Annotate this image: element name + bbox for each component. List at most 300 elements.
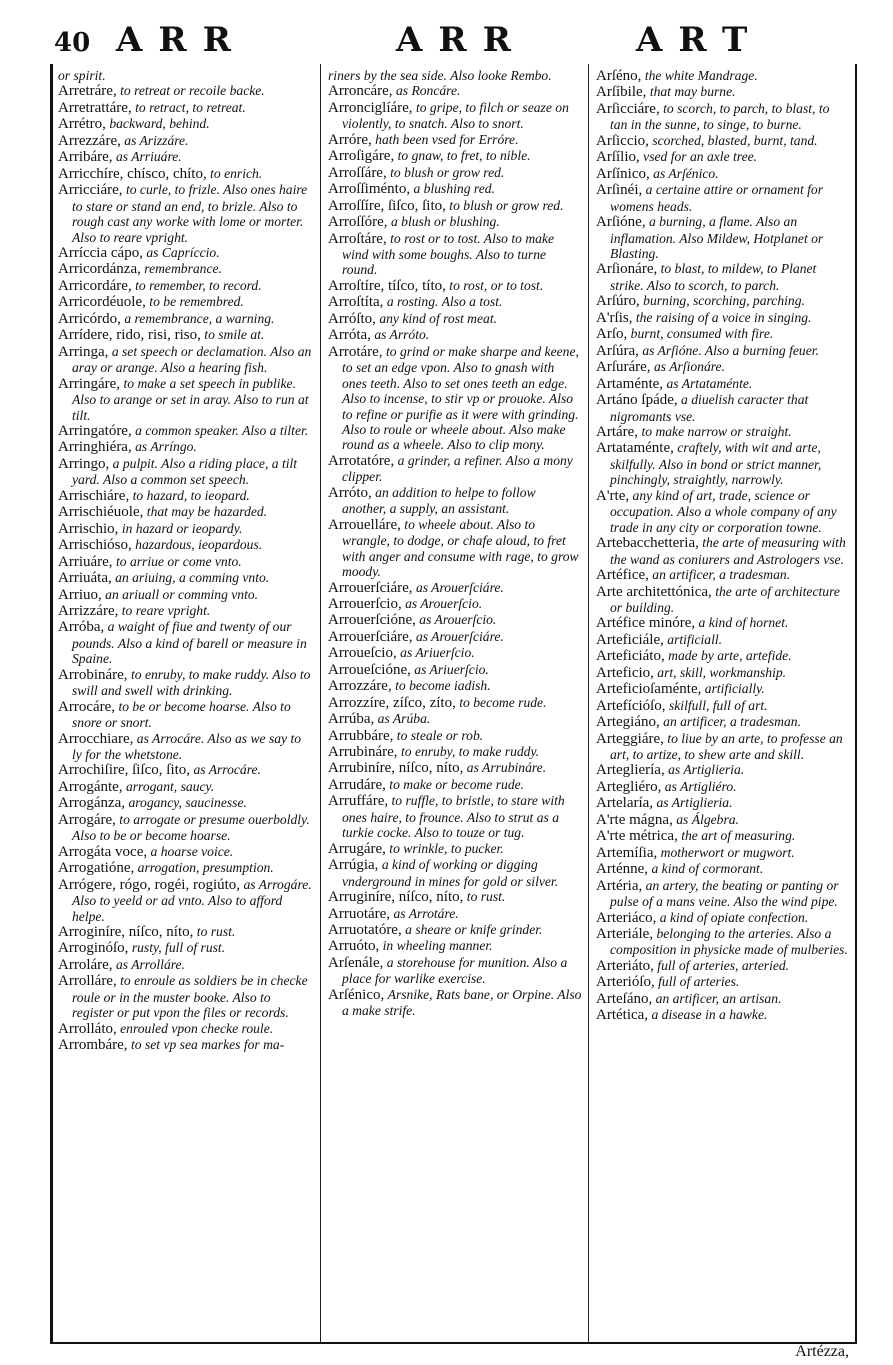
entry-headword: Artética, (596, 1007, 649, 1024)
entry-definition: the arte of measuring with the wand as coniurers and Astrologers vse. (610, 535, 846, 567)
dictionary-entry (58, 537, 314, 553)
entry-headword: Arrouerſciáre, (328, 579, 413, 596)
entry-definition: or spirit. (58, 68, 106, 83)
entry-headword: Arroſſiménto, (328, 181, 411, 198)
entry-headword: Arroncáre, (328, 83, 393, 100)
entry-headword: Arrogánte, (58, 778, 123, 795)
entry-definition: burnt, consumed with fire. (630, 326, 774, 342)
entry-definition: any kind of art, trade, science or occupation. Also a whole company of any trade in any city or corporation towne. (610, 487, 837, 535)
entry-headword: Arteſáno, (596, 990, 653, 1007)
entry-definition: an addition to helpe to follow another, a supply, an assistant. (342, 484, 536, 517)
dictionary-entry (328, 453, 582, 485)
dictionary-entry (596, 1007, 848, 1023)
dictionary-entry (58, 344, 314, 376)
entry-definition: motherwort or mugwort. (660, 844, 795, 860)
entry-definition: arrogation, presumption. (137, 860, 274, 876)
entry-headword: Arribáre, (58, 149, 113, 166)
entry-headword: Arróba, (58, 619, 105, 636)
entry-headword: Arſénico, (328, 986, 385, 1003)
dictionary-entry (328, 955, 582, 987)
entry-headword: Arrouelláre, (328, 516, 401, 533)
entry-definition: as Arrolláre. (115, 956, 185, 972)
entry-headword: Arroginíre, níſco, níto, (58, 924, 194, 941)
entry-headword: Arringo, (58, 455, 110, 472)
entry-headword: Arrobináre, (58, 666, 128, 683)
entry-headword: Arretrattáre, (58, 99, 132, 116)
entry-definition: full of arteries. (658, 974, 740, 990)
entry-headword: Arrolláre, (58, 973, 117, 990)
dictionary-entry (596, 762, 848, 778)
entry-headword: Arroſtíta, (328, 294, 384, 311)
entry-definition: a common speaker. Also a tilter. (135, 422, 309, 438)
dictionary-entry (596, 828, 848, 844)
entry-headword: Arrezzáre, (58, 132, 121, 149)
entry-definition: craftely, with wit and arte, skilfully. Also in bond or strict manner, pinchingly, straightly, narrowly. (610, 440, 822, 488)
entry-headword: Arrouerſciáre, (328, 628, 413, 645)
entry-definition: as Álgebra. (676, 811, 739, 827)
dictionary-entry (328, 695, 582, 711)
entry-headword: Arſiccio, (596, 132, 649, 149)
entry-definition: to wrinkle, to pucker. (389, 840, 504, 856)
entry-headword: Arricórdo, (58, 310, 121, 327)
entry-headword: Arrétro, (58, 116, 106, 133)
dictionary-entry (58, 603, 314, 619)
dictionary-entry (596, 182, 848, 214)
dictionary-entry (596, 665, 848, 681)
entry-definition: as Arouerſciáre. (415, 628, 504, 644)
dictionary-entry (58, 278, 314, 294)
entry-headword: Arſenále, (328, 954, 384, 971)
entry-definition: the raising of a voice in singing. (635, 309, 812, 325)
dictionary-entry (58, 439, 314, 455)
entry-headword: Arroſſáre, (328, 164, 387, 181)
entry-definition: a grinder, a refiner. Also a mony clipper. (342, 452, 573, 485)
entry-headword: Arrudáre, (328, 776, 386, 793)
dictionary-entry (58, 779, 314, 795)
dictionary-entry (58, 83, 314, 99)
entry-headword: Artéria, (596, 877, 643, 894)
dictionary-entry (596, 392, 848, 424)
entry-definition: a rosting. Also a tost. (386, 294, 503, 310)
dictionary-entry (58, 762, 314, 778)
entry-definition: as Arſióne. Also a burning feuer. (642, 342, 819, 358)
entry-definition: as Arouerſciáre. (415, 579, 504, 595)
entry-headword: Arretráre, (58, 83, 117, 100)
entry-definition: to retreat or recoile backe. (120, 83, 265, 99)
dictionary-entry (596, 293, 848, 309)
entry-definition: riners by the sea side. Also looke Rembo. (328, 68, 552, 83)
entry-headword: Artelaría, (596, 795, 654, 812)
dictionary-entry (58, 245, 314, 261)
entry-definition: as Artataménte. (666, 375, 753, 391)
entry-definition: an artificer, a tradesman. (652, 567, 791, 583)
entry-headword: Artáno ſpáde, (596, 392, 678, 409)
entry-headword: A'rte mágna, (596, 811, 673, 828)
entry-definition: to enrich. (210, 165, 263, 181)
entry-headword: Arrischio, (58, 520, 119, 537)
entry-headword: Arſílio, (596, 149, 640, 166)
entry-definition: as Arríngo. (135, 439, 197, 455)
dictionary-entry (596, 343, 848, 359)
entry-headword: A'rſis, (596, 309, 633, 326)
dictionary-entry (328, 777, 582, 793)
entry-definition: arogancy, saucinesse. (128, 795, 247, 811)
entry-definition: backward, behind. (109, 116, 210, 132)
entry-headword: Arſicciáre, (596, 100, 660, 117)
headword-right: ART (636, 20, 764, 60)
entry-definition: that may burne. (649, 84, 736, 100)
column-right (596, 68, 848, 1024)
entry-headword: Arrubináre, (328, 744, 398, 761)
dictionary-entry (596, 681, 848, 697)
entry-headword: Arruóto, (328, 938, 380, 955)
entry-headword: Arricordáre, (58, 277, 132, 294)
dictionary-entry (58, 619, 314, 666)
entry-headword: Arróſto, (328, 310, 376, 327)
entry-definition: any kind of rost meat. (379, 310, 497, 326)
entry-definition: to retract, to retreat. (135, 99, 246, 115)
entry-headword: Arronciglíáre, (328, 99, 413, 116)
dictionary-entry (58, 940, 314, 956)
entry-headword: Arrocchiare, (58, 730, 134, 747)
entry-definition: as Artigliéro. (664, 778, 737, 794)
entry-definition: as Arróto. (374, 327, 430, 343)
entry-headword: Arſúra, (596, 342, 639, 359)
entry-headword: Arroláre, (58, 956, 113, 973)
entry-headword: Arruotáre, (328, 905, 391, 922)
dictionary-entry (596, 101, 848, 133)
entry-definition: to make or become rude. (389, 776, 525, 792)
entry-headword: Arteriáco, (596, 909, 657, 926)
dictionary-entry (58, 166, 314, 182)
dictionary-entry (596, 261, 848, 293)
entry-definition: a kind of working or digging vnderground in mines for gold or silver. (342, 857, 559, 889)
entry-definition: to remember, to record. (135, 277, 262, 293)
dictionary-entry (58, 844, 314, 860)
entry-headword: A'rte, (596, 487, 630, 504)
entry-definition: to set vp sea markes for ma- (130, 1037, 285, 1053)
dictionary-entry (328, 344, 582, 453)
entry-definition: a hoarse voice. (150, 843, 234, 859)
dictionary-entry (58, 521, 314, 537)
entry-definition: scorched, blasted, burnt, tand. (652, 132, 818, 148)
entry-headword: Artegiáno, (596, 714, 660, 731)
entry-headword: Artefícióſo, (596, 697, 666, 714)
dictionary-entry (328, 793, 582, 840)
dictionary-entry (596, 359, 848, 375)
entry-definition: in hazard or ieopardy. (121, 520, 243, 536)
dictionary-entry (596, 845, 848, 861)
page-number: 40 (54, 28, 91, 58)
entry-definition: belonging to the arteries. Also a composition in physicke made of mulberies. (610, 926, 848, 958)
entry-headword: Arſióne, (596, 214, 646, 231)
entry-headword: Arſionáre, (596, 261, 658, 278)
dictionary-entry (328, 148, 582, 164)
entry-definition: the white Mandrage. (644, 68, 758, 83)
dictionary-entry (328, 214, 582, 230)
entry-headword: Arroginóſo, (58, 940, 129, 957)
entry-headword: Arringhiéra, (58, 439, 132, 456)
dictionary-entry (596, 68, 848, 84)
entry-headword: Arrógere, rógo, rogéi, rogiúto, (58, 876, 241, 893)
dictionary-entry (596, 310, 848, 326)
entry-definition: as Artiglieria. (656, 795, 733, 811)
dictionary-entry (596, 84, 848, 100)
entry-headword: Arróre, (328, 131, 372, 148)
entry-headword: Arteriále, (596, 926, 654, 943)
entry-headword: Arroſſóre, (328, 214, 388, 231)
dictionary-entry (596, 861, 848, 877)
dictionary-entry (328, 181, 582, 197)
entry-headword: Arroueſcióne, (328, 661, 411, 678)
column-middle (328, 68, 582, 1019)
entry-headword: Arrogatióne, (58, 860, 135, 877)
dictionary-entry (328, 278, 582, 294)
entry-headword: Arrocáre, (58, 698, 116, 715)
dictionary-entry (328, 485, 582, 517)
dictionary-entry (596, 731, 848, 763)
entry-headword: Arrogánza, (58, 795, 126, 812)
entry-headword: Arſo, (596, 326, 628, 343)
dictionary-entry (328, 711, 582, 727)
entry-definition: to reare vpright. (121, 602, 211, 618)
dictionary-entry (596, 326, 848, 342)
dictionary-entry (328, 231, 582, 278)
entry-headword: Arruginíre, níſco, níto, (328, 889, 464, 906)
dictionary-entry (596, 779, 848, 795)
entry-definition: an artificer, a tradesman. (663, 714, 801, 730)
dictionary-entry (596, 698, 848, 714)
dictionary-entry (328, 922, 582, 938)
dictionary-entry (58, 504, 314, 520)
entry-definition: as Arrocáre. (193, 762, 261, 778)
dictionary-entry (328, 841, 582, 857)
entry-definition: a set speech or declamation. Also an aray or arange. Also a hearing fish. (72, 343, 312, 376)
dictionary-entry (328, 662, 582, 678)
entry-definition: a pulpit. Also a riding place, a tilt yard. Also a common set speech. (72, 455, 298, 488)
dictionary-entry (58, 570, 314, 586)
dictionary-entry (328, 889, 582, 905)
entry-definition: as Arouerſcio. (405, 595, 483, 611)
running-header (46, 14, 846, 62)
entry-definition: to blush or grow red. (390, 164, 505, 180)
dictionary-entry (58, 311, 314, 327)
dictionary-entry (58, 877, 314, 924)
dictionary-entry (58, 812, 314, 844)
entry-headword: Artegliería, (596, 762, 665, 779)
dictionary-entry (58, 327, 314, 343)
entry-headword: Arróta, (328, 327, 371, 344)
entry-definition: to gripe, to filch or seaze on violently, to snatch. Also to snort. (342, 99, 569, 132)
entry-headword: Artéfice minóre, (596, 615, 696, 632)
column-rule (588, 64, 589, 1342)
dictionary-entry (596, 910, 848, 926)
dictionary-entry (596, 376, 848, 392)
entry-definition: to gnaw, to fret, to nible. (397, 148, 531, 164)
dictionary-entry (58, 116, 314, 132)
entry-definition: the arte of architecture or building. (610, 583, 840, 615)
dictionary-entry (58, 973, 314, 1020)
entry-headword: Arricciáre, (58, 182, 123, 199)
entry-definition: a disease in a hawke. (651, 1007, 768, 1023)
dictionary-entry (328, 132, 582, 148)
entry-headword: Artegliéro, (596, 778, 662, 795)
entry-headword: Arrotáre, (328, 343, 383, 360)
entry-headword: Artaménte, (596, 375, 664, 392)
entry-definition: a blush or blushing. (390, 214, 500, 230)
entry-headword: Arricordánza, (58, 261, 141, 278)
entry-headword: Arrozzáre, (328, 678, 392, 695)
dictionary-entry (596, 584, 848, 616)
dictionary-entry (596, 149, 848, 165)
entry-definition: as Arriuáre. (115, 149, 182, 165)
entry-headword: Arricchíre, chísco, chíto, (58, 165, 207, 182)
entry-definition: made by arte, artefide. (668, 648, 792, 664)
entry-definition: as Arſionáre. (653, 359, 725, 375)
headword-middle: ARR (396, 20, 527, 60)
dictionary-entry (58, 68, 314, 83)
entry-headword: Arróto, (328, 484, 372, 501)
entry-definition: hazardous, ieopardous. (135, 537, 263, 553)
entry-definition: to rust. (196, 924, 236, 940)
entry-definition: as Arrubináre. (466, 760, 547, 776)
dictionary-entry (328, 857, 582, 889)
entry-headword: Arrombáre, (58, 1037, 128, 1054)
entry-definition: to wheele about. Also to wrangle, to dodge, or chafe aloud, to fret with anger and consume with rage, to grow moody. (342, 516, 579, 580)
entry-definition: enrouled vpon checke roule. (120, 1020, 274, 1036)
entry-headword: Arrubiníre, níſco, níto, (328, 760, 464, 777)
dictionary-entry (596, 535, 848, 567)
dictionary-entry (596, 424, 848, 440)
entry-definition: hath been vsed for Erróre. (375, 131, 519, 147)
dictionary-entry (58, 667, 314, 699)
entry-definition: art, skill, workmanship. (657, 664, 787, 680)
entry-headword: Arteficiáto, (596, 648, 665, 665)
dictionary-entry (328, 629, 582, 645)
dictionary-entry (596, 812, 848, 828)
entry-headword: Arrozzíre, zíſco, zíto, (328, 694, 456, 711)
dictionary-entry (328, 760, 582, 776)
entry-definition: as Ariuerſcio. (414, 661, 489, 677)
entry-definition: as Artiglieria. (668, 762, 745, 778)
entry-definition: to arriue or come vnto. (115, 553, 242, 569)
dictionary-entry (58, 795, 314, 811)
entry-definition: a diuelish caracter that nigromants vse. (610, 392, 809, 424)
entry-headword: Arriuo, (58, 586, 102, 603)
entry-headword: Arroſſíre, ſiſco, ſito, (328, 197, 446, 214)
entry-definition: artificiall. (667, 631, 723, 647)
entry-headword: Arrouerſcio, (328, 595, 402, 612)
entry-headword: Artéfice, (596, 567, 649, 584)
entry-definition: a blushing red. (413, 181, 495, 197)
entry-headword: Arrídere, rido, risi, riso, (58, 327, 201, 344)
dictionary-entry (58, 456, 314, 488)
entry-definition: to rost or to tost. Also to make wind with some boughs. Also to turne round. (342, 230, 555, 278)
entry-headword: Arruotatóre, (328, 922, 402, 939)
entry-headword: Arriuáta, (58, 570, 112, 587)
entry-headword: Arrizzáre, (58, 602, 119, 619)
dictionary-entry (328, 294, 582, 310)
entry-headword: Arringatóre, (58, 422, 132, 439)
column-rule (320, 64, 321, 1342)
dictionary-entry (58, 100, 314, 116)
entry-definition: a kind of cormorant. (651, 861, 764, 877)
dictionary-entry (58, 261, 314, 277)
dictionary-entry (58, 699, 314, 731)
entry-definition: as Arrogáre. Also to yeeld or ad vnto. Also to afford helpe. (72, 876, 312, 924)
entry-headword: Arte architettónica, (596, 583, 712, 600)
dictionary-entry (596, 991, 848, 1007)
entry-headword: Arruffáre, (328, 793, 389, 810)
entry-definition: full of arteries, arteried. (657, 957, 790, 973)
dictionary-entry (328, 596, 582, 612)
entry-definition: to grind or make sharpe and keene, to set an edge vpon. Also to gnash with ones teeth. Also to set ones teeth an edge. Also to incense, to stir vp or prouoke. Also to refine or purifie as it were with grinding. Also to roule or wheele about. Also make round as a wheele. Also to clip mony. (342, 343, 579, 453)
entry-headword: A'rte métrica, (596, 828, 678, 845)
dictionary-entry (58, 488, 314, 504)
catchword: Artézza, (795, 1343, 849, 1360)
entry-definition: to enroule as soldiers be in checke roule or in the muster booke. Also to register or put vpon the files or records. (72, 973, 308, 1021)
entry-definition: to ruffle, to bristle, to stare with ones haire, to frounce. Also to strut as a turkie cocke. Also to touze or tug. (342, 793, 565, 841)
entry-definition: rusty, full of rust. (131, 940, 226, 956)
entry-headword: Arrugáre, (328, 840, 386, 857)
entry-definition: an artery, the beating or panting or pulse of a mans veine. Also the wind pipe. (610, 877, 839, 910)
dictionary-entry (596, 795, 848, 811)
entry-headword: Arrolláto, (58, 1020, 117, 1037)
entry-definition: a kind of hornet. (698, 615, 789, 631)
entry-definition: to smile at. (204, 327, 265, 343)
dictionary-entry (596, 214, 848, 261)
entry-headword: Arrúba, (328, 711, 375, 728)
dictionary-entry (328, 100, 582, 132)
dictionary-entry (58, 376, 314, 423)
entry-headword: Arringa, (58, 343, 109, 360)
entry-definition: to curle, to frizle. Also ones haire to stare or stand an end, to brizle. Also to rough cast any worke with lome or morter. Also to reare vpright. (72, 182, 308, 245)
dictionary-entry (328, 938, 582, 954)
dictionary-entry (58, 860, 314, 876)
dictionary-entry (596, 440, 848, 487)
entry-definition: skilfull, full of art. (668, 697, 768, 713)
entry-definition: to enruby, to make ruddy. Also to swill and swell with drinking. (72, 666, 311, 699)
entry-definition: to make a set speech in publike. Also to arange or set in aray. Also to run at tilt. (72, 375, 309, 423)
entry-definition: that may be hazarded. (146, 504, 268, 520)
entry-headword: Arríccia cápo, (58, 244, 143, 261)
entry-headword: Arringáre, (58, 375, 121, 392)
entry-definition: to blush or grow red. (449, 197, 564, 213)
entry-definition: as Arúba. (377, 711, 431, 727)
dictionary-entry (58, 1037, 314, 1053)
dictionary-entry (596, 567, 848, 583)
dictionary-entry (328, 83, 582, 99)
dictionary-entry (58, 149, 314, 165)
entry-definition: vsed for an axle tree. (643, 149, 758, 165)
dictionary-entry (596, 958, 848, 974)
entry-definition: as Arizzáre. (124, 132, 189, 148)
entry-definition: in wheeling manner. (382, 938, 493, 954)
entry-definition: to arrogate or presume ouerboldly. Also to be or become hoarse. (72, 811, 310, 844)
dictionary-entry (328, 987, 582, 1019)
entry-headword: Arroſigáre, (328, 148, 395, 165)
dictionary-entry (596, 488, 848, 535)
entry-headword: Arrischiéuole, (58, 504, 144, 521)
entry-definition: a waight of fiue and twenty of our pounds. Also a kind of barell or measure in Spaine. (72, 619, 307, 667)
entry-headword: Arriuáre, (58, 553, 113, 570)
entry-headword: Arteficioſaménte, (596, 681, 702, 698)
entry-definition: as Ariuerſcio. (400, 645, 475, 661)
entry-headword: Arteficio, (596, 664, 654, 681)
entry-definition: an ariuall or comming vnto. (105, 586, 259, 602)
headword-left: ARR (116, 20, 247, 60)
entry-definition: as Roncáre. (395, 83, 461, 99)
